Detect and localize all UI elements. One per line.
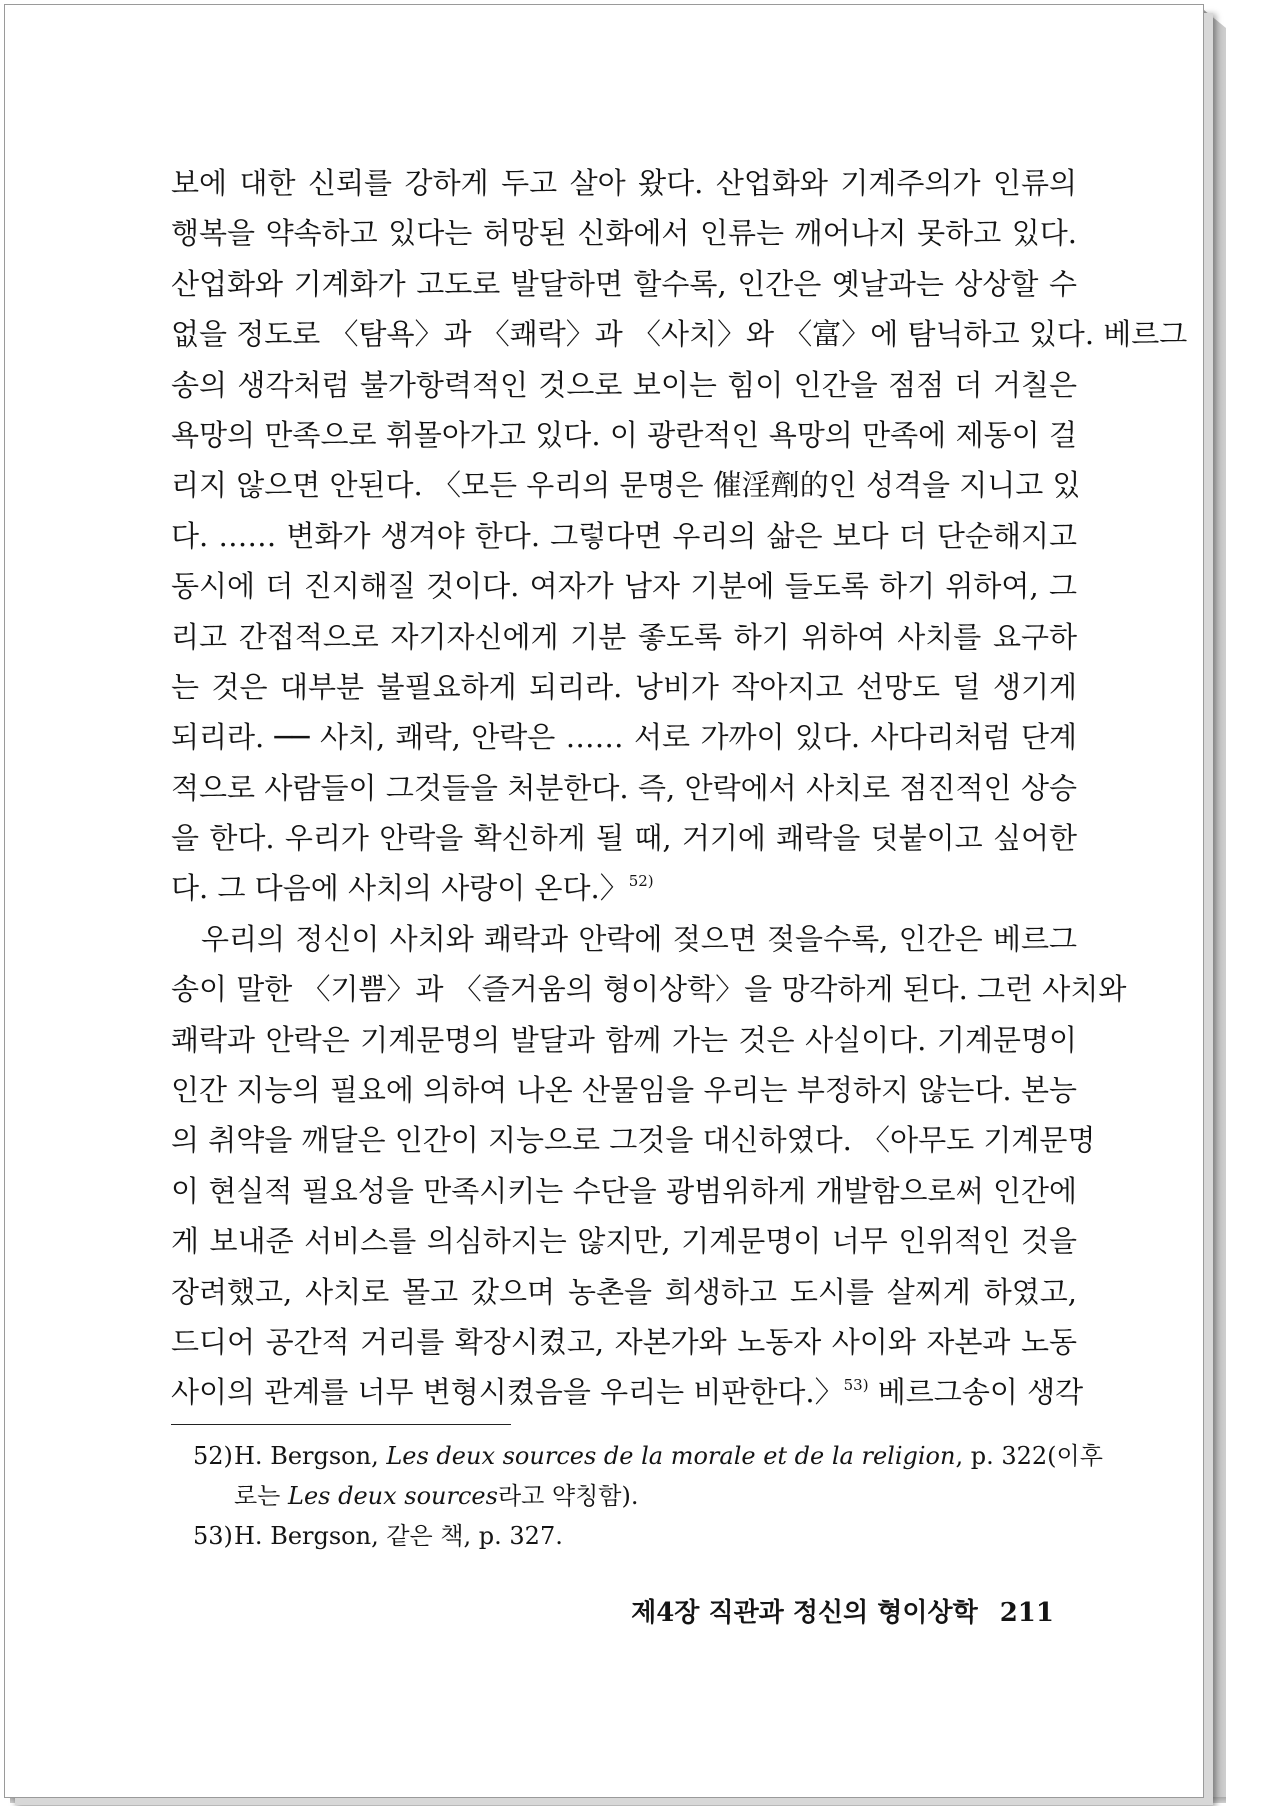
text-line: 드디어 공간적 거리를 확장시켰고, 자본가와 노동자 사이와 자본과 노동 bbox=[171, 1324, 1077, 1359]
text-line: 이 현실적 필요성을 만족시키는 수단을 광범위하게 개발함으로써 인간에 bbox=[171, 1173, 1077, 1208]
text-line-content: 사이의 관계를 너무 변형시켰음을 우리는 비판한다.〉 bbox=[171, 1375, 844, 1410]
footnote-divider bbox=[171, 1424, 511, 1425]
footnote-ref-53[interactable]: 53) bbox=[843, 1376, 869, 1395]
footnote-number: 53) bbox=[193, 1522, 233, 1550]
footnote-cont-pre: 로는 bbox=[234, 1482, 288, 1510]
running-footer bbox=[631, 1592, 1054, 1629]
chapter-title: 제4장 직관과 정신의 형이상학 bbox=[631, 1598, 978, 1628]
footnote-author: H. Bergson, bbox=[234, 1442, 387, 1470]
text-line: 보에 대한 신뢰를 강하게 두고 살아 왔다. 산업화와 기계주의가 인류의 bbox=[171, 166, 1077, 200]
text-line: 리지 않으면 안된다. 〈모든 우리의 문명은 催淫劑的인 성격을 지니고 있 bbox=[171, 468, 1081, 503]
body-text bbox=[171, 158, 1188, 1418]
footnote-ref-52[interactable]: 52) bbox=[628, 872, 654, 891]
footnote-cont-title: Les deux sources bbox=[288, 1482, 498, 1510]
footnote-52-continuation bbox=[193, 1476, 1083, 1516]
text-line: 되리라. ── 사치, 쾌락, 안락은 …… 서로 가까이 있다. 사다리처럼 단계 bbox=[171, 720, 1077, 755]
footnotes bbox=[193, 1436, 1103, 1556]
text-line: 인간 지능의 필요에 의하여 나온 산물임을 우리는 부정하지 않는다. 본능 bbox=[171, 1073, 1077, 1108]
text-line: 행복을 약속하고 있다는 허망된 신화에서 인류는 깨어나지 못하고 있다. bbox=[171, 216, 1077, 251]
footnote-rest: , p. 322(이후 bbox=[955, 1442, 1103, 1470]
text-line bbox=[171, 863, 1077, 913]
page-edge-right bbox=[1204, 10, 1226, 1802]
text-line-tail: 베르그송이 생각 bbox=[868, 1375, 1084, 1410]
page-number: 211 bbox=[999, 1598, 1054, 1628]
footnote-text: H. Bergson, 같은 책, p. 327. bbox=[234, 1522, 563, 1550]
text-line: 장려했고, 사치로 몰고 갔으며 농촌을 희생하고 도시를 살찌게 하였고, bbox=[171, 1274, 1077, 1309]
text-line: 게 보내준 서비스를 의심하지는 않지만, 기계문명이 너무 인위적인 것을 bbox=[171, 1224, 1077, 1259]
text-line: 다. …… 변화가 생겨야 한다. 그렇다면 우리의 삶은 보다 더 단순해지고 bbox=[171, 518, 1077, 553]
text-line: 없을 정도로 〈탐욕〉과 〈쾌락〉과 〈사치〉와 〈富〉에 탐닉하고 있다. 베르그 bbox=[171, 317, 1188, 352]
text-line: 동시에 더 진지해질 것이다. 여자가 남자 기분에 들도록 하기 위하여, 그 bbox=[171, 569, 1077, 604]
footnote-53 bbox=[193, 1516, 1083, 1556]
text-line: 산업화와 기계화가 고도로 발달하면 할수록, 인간은 옛날과는 상상할 수 bbox=[171, 266, 1077, 301]
text-line: 송의 생각처럼 불가항력적인 것으로 보이는 힘이 인간을 점점 더 거칠은 bbox=[171, 367, 1077, 402]
text-line: 쾌락과 안락은 기계문명의 발달과 함께 가는 것은 사실이다. 기계문명이 bbox=[171, 1022, 1077, 1057]
footnote-cont-post: 라고 약칭함). bbox=[497, 1482, 639, 1510]
text-line: 는 것은 대부분 불필요하게 되리라. 낭비가 작아지고 선망도 덜 생기게 bbox=[171, 669, 1077, 704]
text-line: 송이 말한 〈기쁨〉과 〈즐거움의 형이상학〉을 망각하게 된다. 그런 사치와 bbox=[171, 972, 1127, 1007]
text-line: 의 취약을 깨달은 인간이 지능으로 그것을 대신하였다. 〈아무도 기계문명 bbox=[171, 1123, 1096, 1158]
text-line: 욕망의 만족으로 휘몰아가고 있다. 이 광란적인 욕망의 만족에 제동이 걸 bbox=[171, 417, 1077, 452]
text-line bbox=[171, 1367, 1084, 1417]
text-line: 리고 간접적으로 자기자신에게 기분 좋도록 하기 위하여 사치를 요구하 bbox=[171, 619, 1077, 654]
text-line-content: 다. 그 다음에 사치의 사랑이 온다.〉 bbox=[171, 871, 629, 906]
text-line: 적으로 사람들이 그것들을 처분한다. 즉, 안락에서 사치로 점진적인 상승 bbox=[171, 770, 1077, 805]
footnote-title: Les deux sources de la morale et de la religion bbox=[386, 1442, 956, 1470]
footnote-52 bbox=[193, 1436, 1103, 1476]
paragraph-first-line: 우리의 정신이 사치와 쾌락과 안락에 젖으면 젖을수록, 인간은 베르그 bbox=[201, 921, 1077, 956]
footnote-number: 52) bbox=[193, 1442, 233, 1470]
text-line: 을 한다. 우리가 안락을 확신하게 될 때, 거기에 쾌락을 덧붙이고 싶어한 bbox=[171, 821, 1077, 856]
